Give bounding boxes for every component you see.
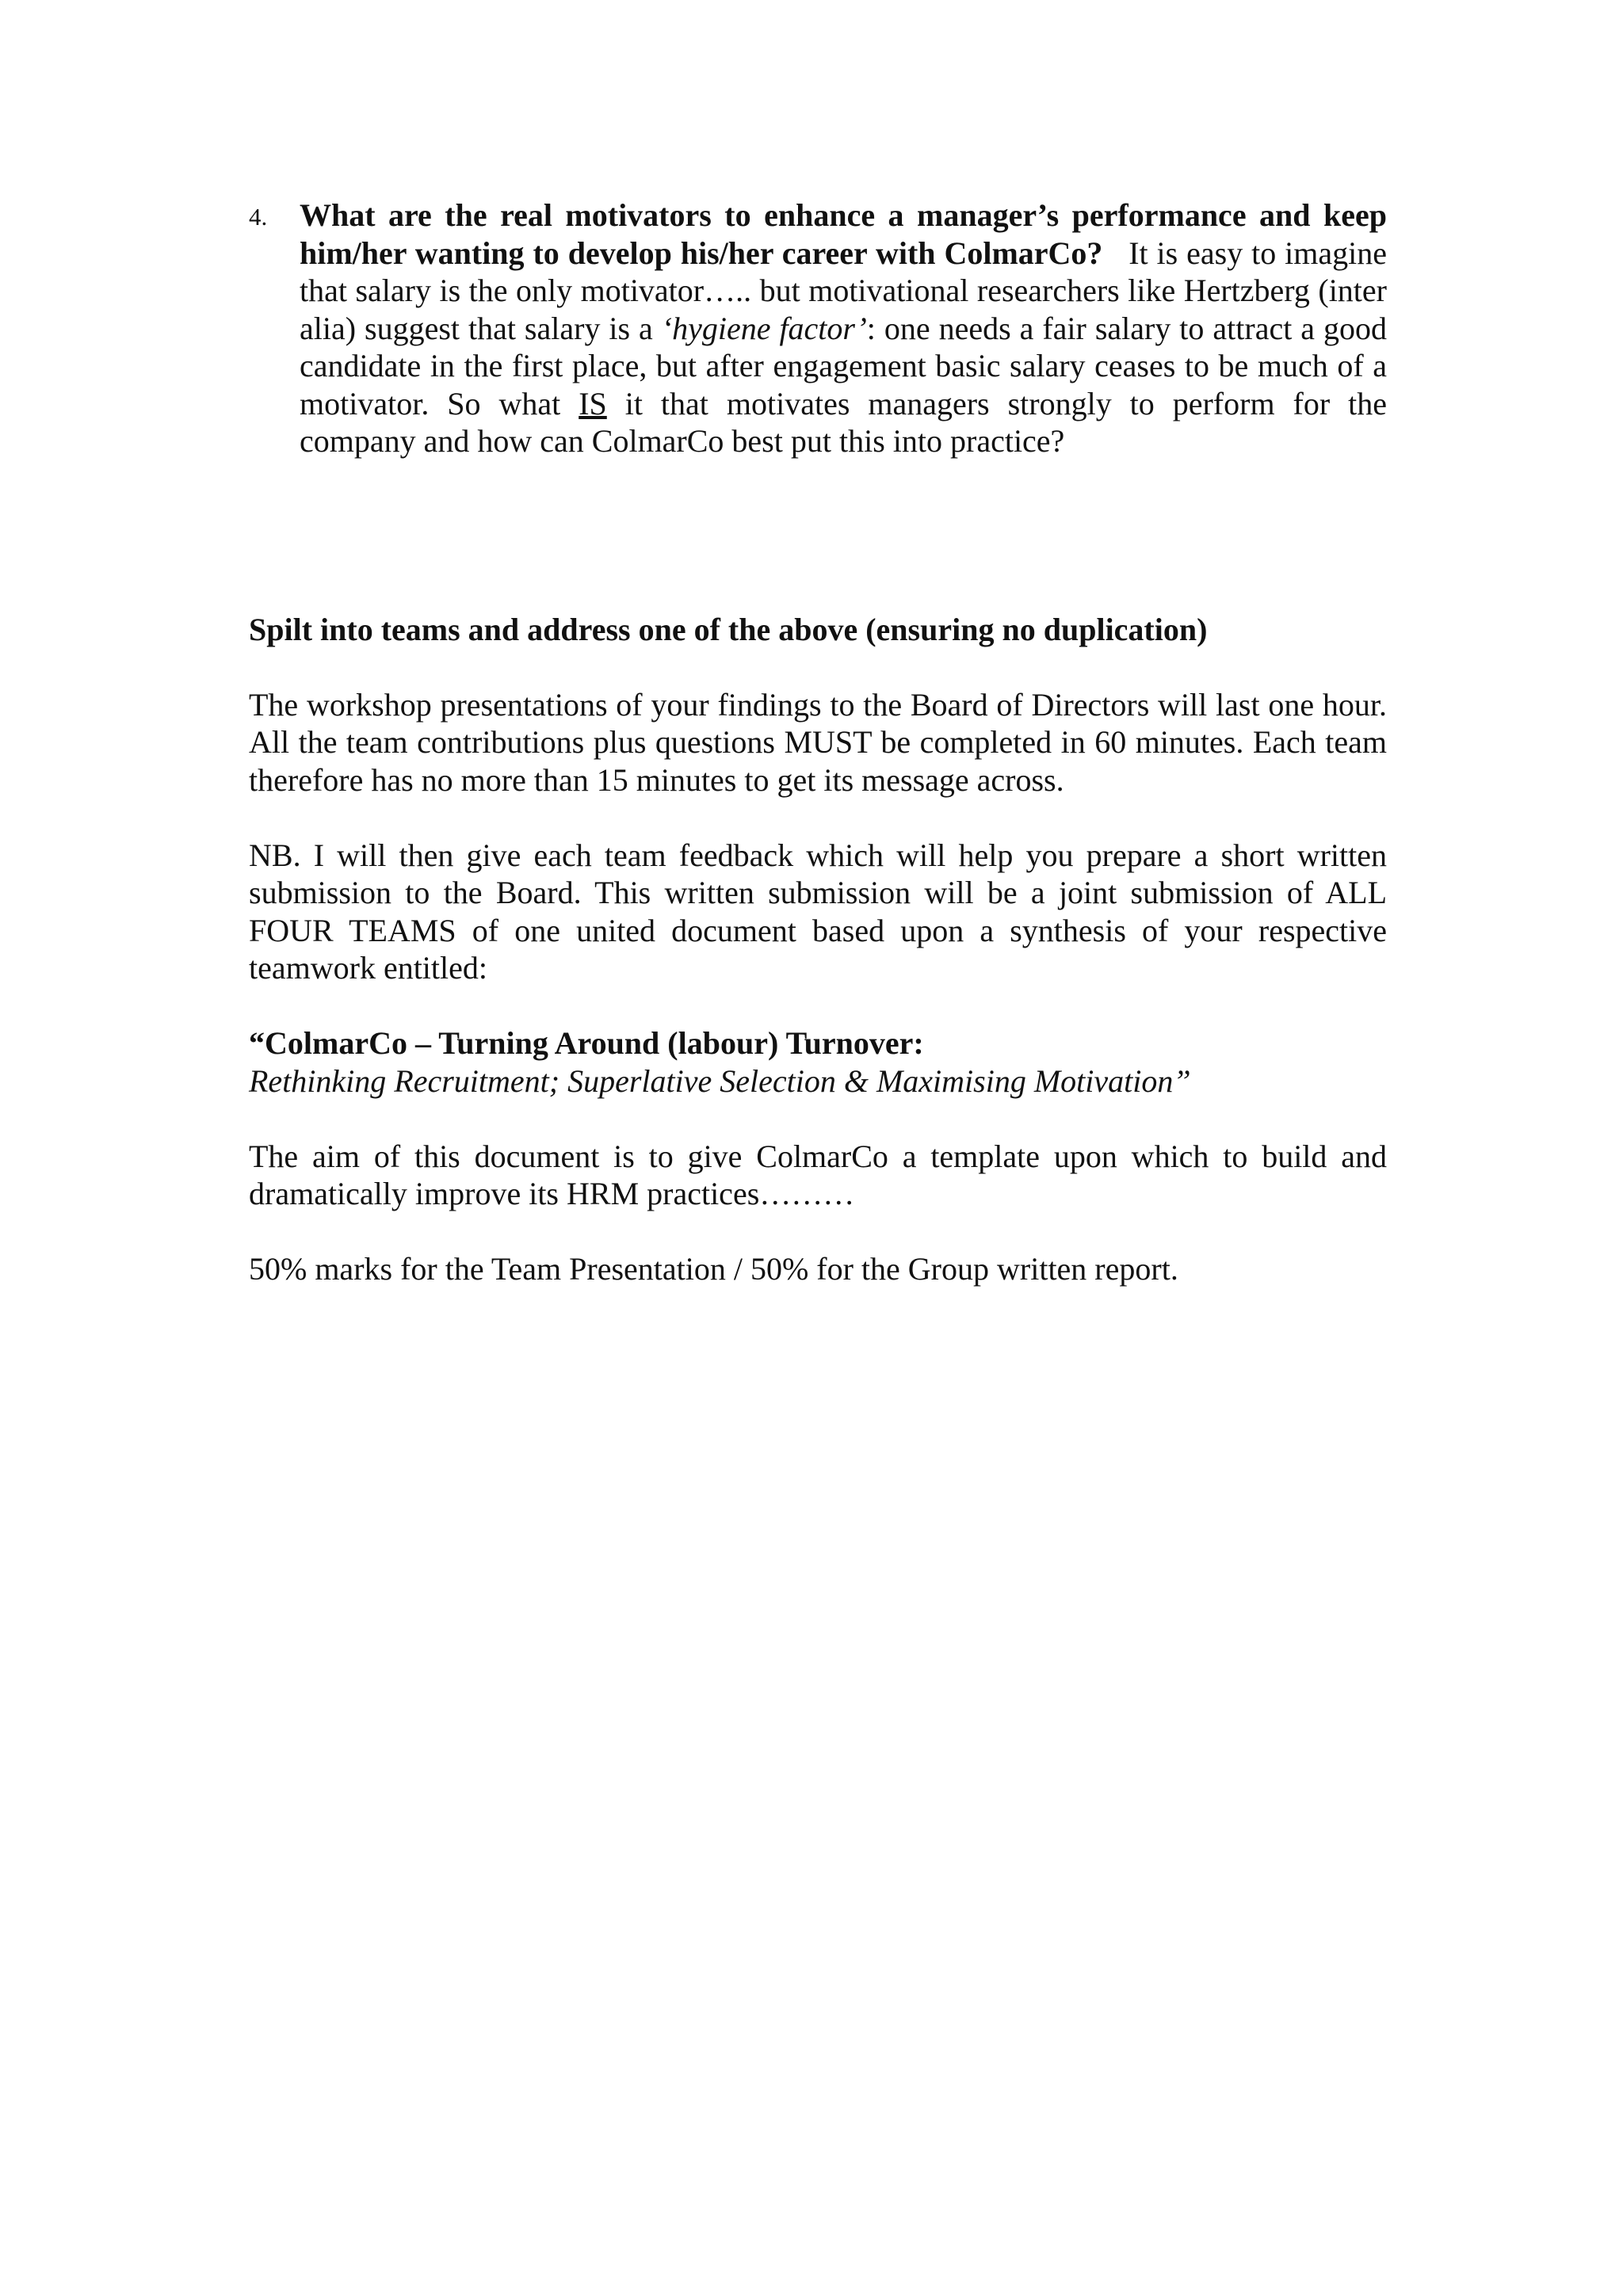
item-text-part-b: : one needs a fair salary to attract a good candidate in the first place, but after engagement basic salary ceases to be much of a motivator. So what: [300, 310, 1387, 421]
report-title: “ColmarCo – Turning Around (labour) Turnover:: [249, 1025, 924, 1061]
item-question: What are the real motivators to enhance a manager’s performance and keep him/her wanting to develop his/her career with ColmarCo?: [300, 197, 1387, 271]
item-number: 4.: [249, 203, 268, 231]
nb-paragraph: NB. I will then give each team feedback which will help you prepare a short written submission to the Board. This written submission will be a joint submission of ALL FOUR TEAMS of one united document based upon a synthesis of your respective teamwork entitled:: [249, 837, 1387, 986]
document-body: [249, 196, 1387, 1288]
emphasis-is: IS: [579, 385, 607, 421]
report-subtitle: Rethinking Recruitment; Superlative Selection & Maximising Motivation”: [249, 1062, 1191, 1099]
hygiene-factor-term: ‘hygiene factor’: [661, 310, 867, 346]
item-text-part-a: It is easy to imagine that salary is the only motivator….. but motivational researchers like Hertzberg (inter alia) suggest that salary is a: [300, 235, 1388, 346]
aim-paragraph: The aim of this document is to give ColmarCo a template upon which to build and dramatically improve its HRM practices………: [249, 1138, 1387, 1211]
marks-line: 50% marks for the Team Presentation / 50% for the Group written report.: [249, 1251, 1178, 1287]
workshop-paragraph: The workshop presentations of your findings to the Board of Directors will last one hour. All the team contributions plus questions MUST be completed in 60 minutes. Each team therefore has no more than 15 minutes to get its message across.: [249, 686, 1387, 798]
teams-heading: Spilt into teams and address one of the above (ensuring no duplication): [249, 611, 1208, 647]
numbered-item-4: [249, 196, 1387, 460]
item-text-part-c: it that motivates managers strongly to perform for the company and how can ColmarCo best put this into practice?: [300, 385, 1387, 459]
